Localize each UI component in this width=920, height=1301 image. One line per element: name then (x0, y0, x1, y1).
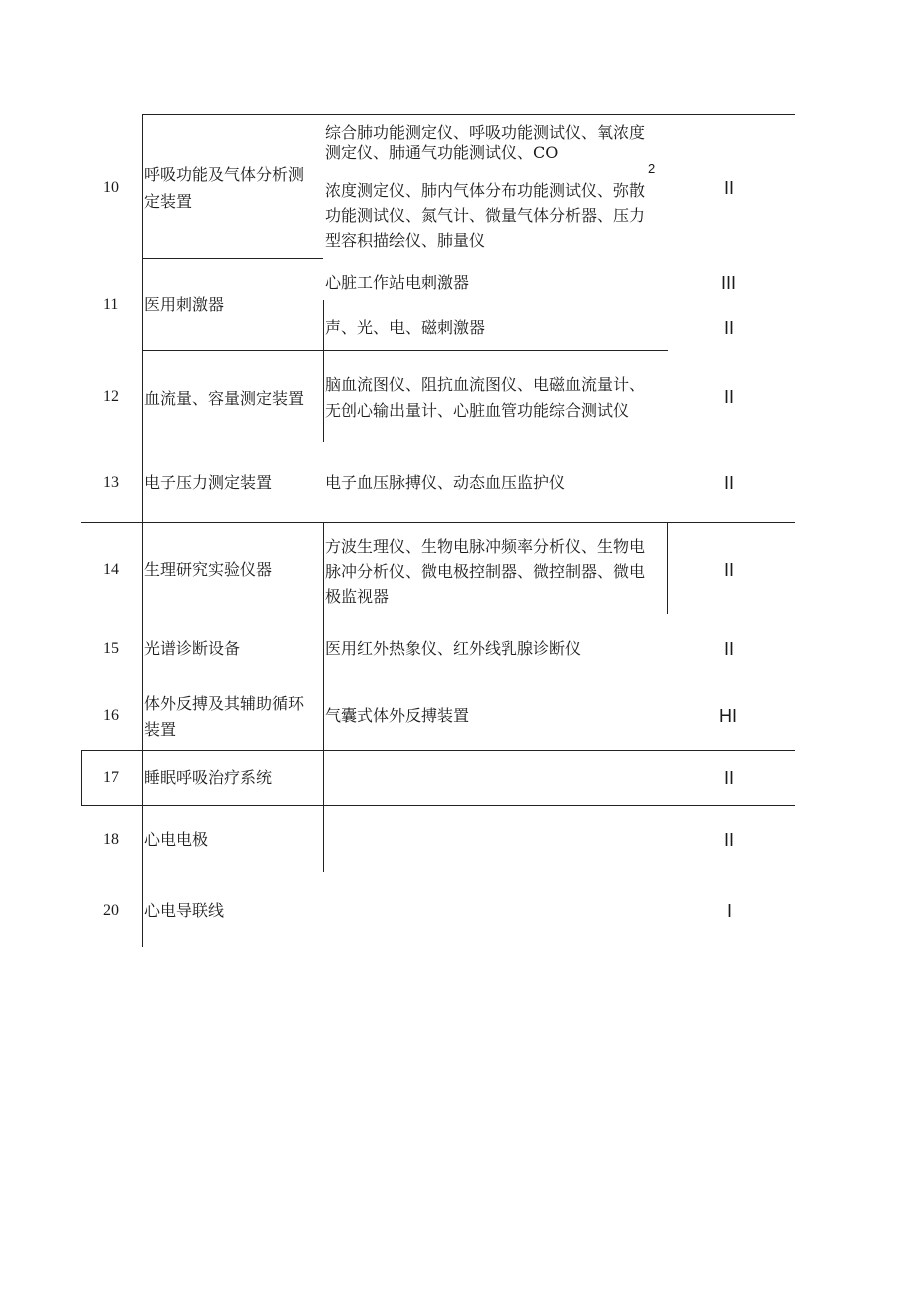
product-examples: 声、光、电、磁刺激器 (325, 318, 486, 337)
product-examples: 气囊式体外反搏装置 (325, 706, 470, 725)
table-rule (81, 522, 795, 523)
management-class: II (724, 768, 735, 788)
row-number: 10 (103, 179, 119, 196)
table-rule (142, 114, 143, 947)
table-rule (323, 522, 324, 872)
management-class: II (724, 830, 735, 850)
row-number: 20 (103, 902, 119, 919)
management-class: III (721, 273, 737, 293)
product-examples: 方波生理仪、生物电脉冲频率分析仪、生物电 (325, 537, 646, 556)
product-examples: 功能测试仪、氮气计、微量气体分析器、压力 (325, 206, 646, 225)
product-examples: 心脏工作站电刺激器 (325, 273, 470, 292)
product-examples: 医用红外热象仪、红外线乳腺诊断仪 (325, 639, 582, 658)
subscript-number: 2 (648, 161, 656, 176)
management-class: I (727, 901, 733, 921)
product-category-name: 心电电极 (144, 830, 209, 849)
table-rule (667, 522, 668, 614)
table-rule (323, 300, 324, 442)
row-number: 17 (103, 769, 119, 786)
product-examples: 脑血流图仪、阻抗血流图仪、电磁血流量计、 (325, 375, 646, 394)
product-examples: 无创心输出量计、心脏血管功能综合测试仪 (325, 401, 630, 420)
row-number: 13 (103, 474, 119, 491)
product-examples: 极监视器 (325, 587, 390, 606)
management-class: II (724, 560, 735, 580)
management-class: II (724, 639, 735, 659)
product-category-name: 医用刺激器 (144, 295, 225, 314)
row-number: 16 (103, 707, 119, 724)
row-number: 12 (103, 388, 119, 405)
table-rule (81, 805, 795, 806)
product-category-name: 定装置 (144, 192, 193, 211)
product-category-name: 光谱诊断设备 (144, 639, 241, 658)
product-examples: 测定仪、肺通气功能测试仪、CO (325, 143, 559, 162)
product-examples: 脉冲分析仪、微电极控制器、微控制器、微电 (325, 562, 646, 581)
product-category-name: 睡眠呼吸治疗系统 (144, 768, 273, 787)
table-rule (142, 258, 323, 259)
product-examples: 型容积描绘仪、肺量仪 (325, 231, 486, 250)
table-rule (81, 750, 82, 805)
row-number: 18 (103, 831, 119, 848)
management-class: II (724, 473, 735, 493)
product-category-name: 装置 (144, 720, 177, 739)
product-examples: 浓度测定仪、肺内气体分布功能测试仪、弥散 (325, 181, 646, 200)
table-rule (142, 350, 668, 351)
product-category-name: 心电导联线 (144, 901, 225, 920)
management-class: HI (719, 706, 737, 726)
product-category-name: 呼吸功能及气体分析测 (144, 165, 305, 184)
table-rule (142, 114, 795, 115)
management-class: II (724, 387, 735, 407)
product-examples: 综合肺功能测定仪、呼吸功能测试仪、氧浓度 (325, 123, 646, 142)
management-class: II (724, 318, 735, 338)
row-number: 11 (103, 296, 119, 313)
product-category-name: 血流量、容量测定装置 (144, 389, 305, 408)
table-rule (81, 750, 795, 751)
product-category-name: 体外反搏及其辅助循环 (144, 694, 305, 713)
product-category-name: 电子压力测定装置 (144, 473, 273, 492)
row-number: 15 (103, 640, 119, 657)
product-category-name: 生理研究实验仪器 (144, 560, 273, 579)
row-number: 14 (103, 561, 119, 578)
product-examples: 电子血压脉搏仪、动态血压监护仪 (325, 473, 566, 492)
management-class: II (724, 178, 735, 198)
